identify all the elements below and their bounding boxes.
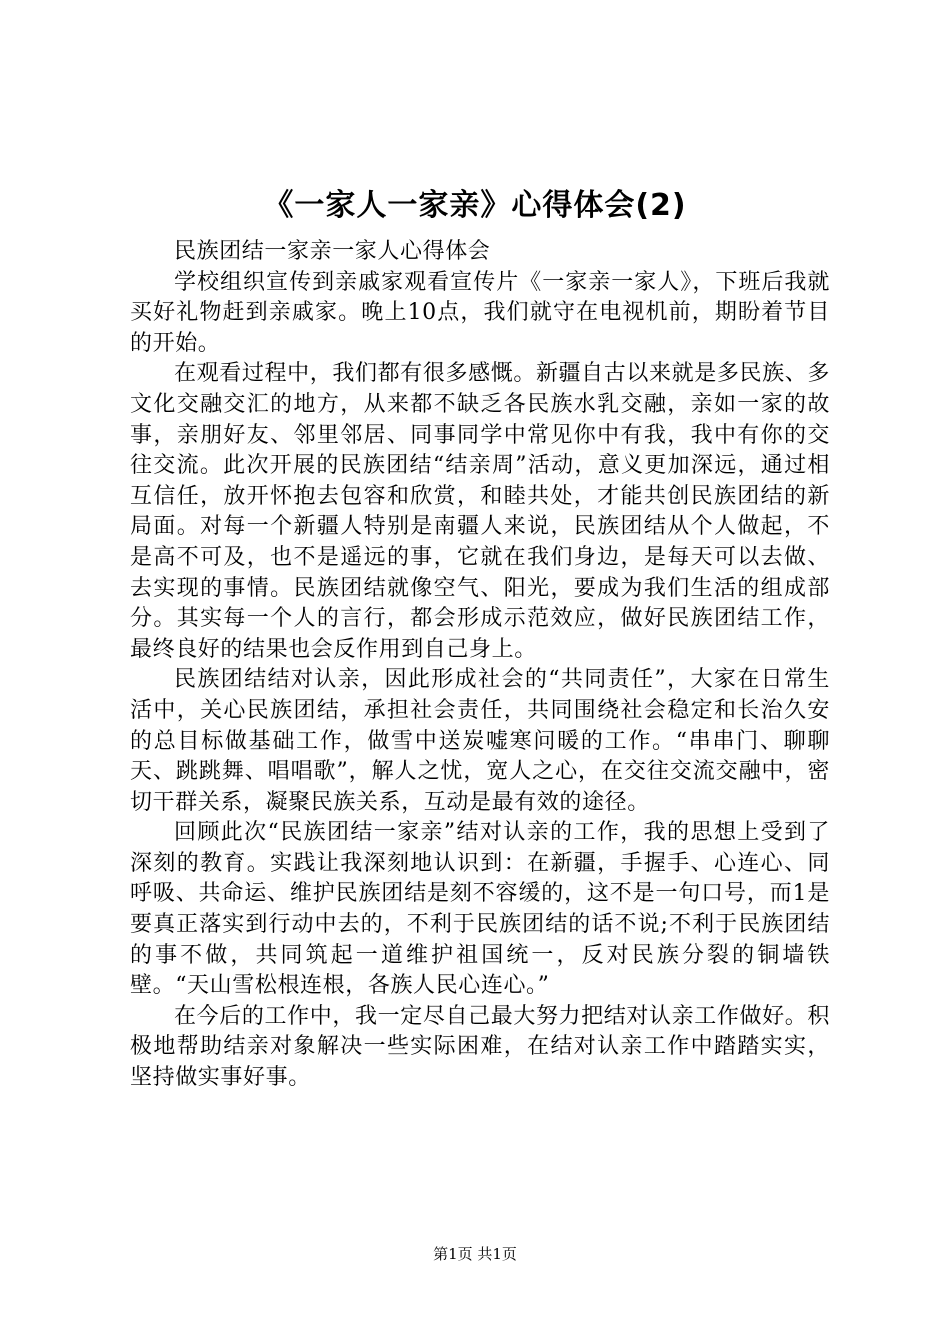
- paragraph: 在今后的工作中，我一定尽自己最大努力把结对认亲工作做好。积极地帮助结亲对象解决一些实际困难，在结对认亲工作中踏踏实实，坚持做实事好事。: [130, 1003, 830, 1091]
- document-title: 《一家人一家亲》心得体会(2): [263, 188, 687, 223]
- page-footer: 第1页 共1页: [433, 1245, 517, 1263]
- paragraph: 在观看过程中，我们都有很多感慨。新疆自古以来就是多民族、多文化交融交汇的地方，从来都不缺乏各民族水乳交融，亲如一家的故事，亲朋好友、邻里邻居、同事同学中常见你中有我，我中有你的交往交流。此次开展的民族团结“结亲周”活动，意义更加深远，通过相互信任，放开怀抱去包容和欣赏，和睦共处，才能共创民族团结的新局面。对每一个新疆人特别是南疆人来说，民族团结从个人做起，不是高不可及，也不是遥远的事，它就在我们身边，是每天可以去做、去实现的事情。民族团结就像空气、阳光，要成为我们生活的组成部分。其实每一个人的言行，都会形成示范效应，做好民族团结工作，最终良好的结果也会反作用到自己身上。: [130, 361, 830, 662]
- paragraph: 民族团结结对认亲，因此形成社会的“共同责任”，大家在日常生活中，关心民族团结，承担社会责任，共同围绕社会稳定和长治久安的总目标做基础工作，做雪中送炭嘘寒问暖的工作。“串串门、聊聊天、跳跳舞、唱唱歌”，解人之忧，宽人之心，在交往交流交融中，密切干群关系，凝聚民族关系，互动是最有效的途径。: [130, 667, 830, 815]
- document-body: [130, 237, 830, 1094]
- paragraph: 民族团结一家亲一家人心得体会: [174, 239, 491, 264]
- paragraph: 学校组织宣传到亲戚家观看宣传片《一家亲一家人》，下班后我就买好礼物赶到亲戚家。晚上10点，我们就守在电视机前，期盼着节目的开始。: [130, 269, 830, 356]
- paragraph: 回顾此次“民族团结一家亲”结对认亲的工作，我的思想上受到了深刻的教育。实践让我深刻地认识到：在新疆，手握手、心连心、同呼吸、共命运、维护民族团结是刻不容缓的，这不是一句口号，而1是要真正落实到行动中去的，不利于民族团结的话不说;不利于民族团结的事不做，共同筑起一道维护祖国统一，反对民族分裂的铜墙铁壁。“天山雪松根连根，各族人民心连心。”: [130, 820, 830, 999]
